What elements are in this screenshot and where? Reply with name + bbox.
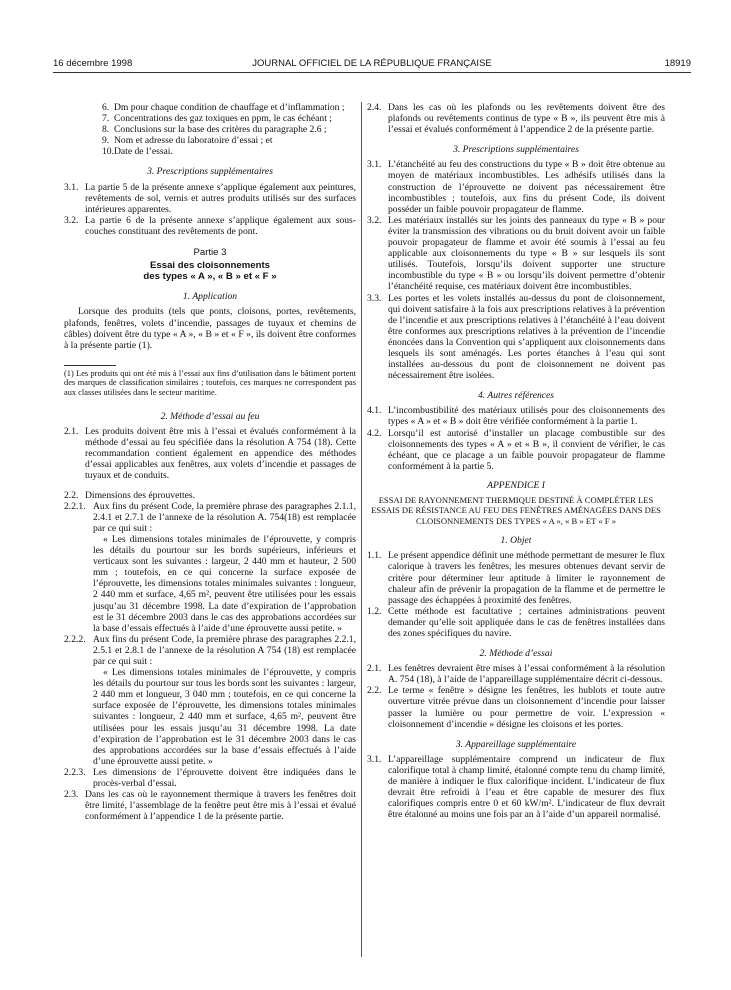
list-item: 3.1. La partie 5 de la présente annexe s’applique également aux peintures, revêtements de sol, vernis et autres produits utilisés sur des surfaces intérieures apparentes.	[64, 181, 356, 215]
list-item: 7. Concentrations des gaz toxiques en ppm, le cas échéant ;	[102, 113, 332, 125]
header-title: JOURNAL OFFICIEL DE LA RÉPUBLIQUE FRANÇAISE	[252, 58, 492, 69]
list-item: 10. Date de l’essai.	[102, 146, 173, 158]
header-page-number: 18919	[664, 58, 691, 69]
list-item: 2.4. Dans les cas où les plafonds ou les revêtements doivent être des plafonds ou revêtements continus de type « B », ils peuvent être mis à l’essai et évalués conformément à l’appendice 2 de la présente partie.	[367, 102, 665, 136]
footnote: (1) Les produits qui ont été mis à l’essai aux fins d’utilisation dans le bâtiment portent des marques de classification similaires ; toutefois, ces marques ne correspondent pas aux classes utilisées dans le secteur maritime.	[64, 368, 356, 397]
list-item: 2.3. Dans les cas où le rayonnement thermique à travers les fenêtres doit être limité, l’assemblage de la fenêtre peut être mis à l’essai et évalué conformément à l’appendice 1 de la présente partie.	[64, 789, 356, 823]
list-item: 1.1. Le présent appendice définit une méthode permettant de mesurer le flux calorique à travers les fenêtres, les mesures obtenues devant servir de critère pour déterminer leur aptitude à limiter le rayonnement de chaleur afin de prévenir la propagation de la flamme et de permettre le passage des échappées à proximité des fenêtres.	[367, 550, 665, 606]
section-heading: 4. Autres références	[477, 390, 555, 402]
list-item: 9. Nom et adresse du laboratoire d’essai ; et	[102, 135, 273, 147]
section-heading: 3. Prescriptions supplémentaires	[453, 144, 579, 156]
section-heading: 1. Objet	[500, 535, 532, 547]
part-label: Partie 3	[193, 247, 227, 259]
appendix-title: ESSAI DE RAYONNEMENT THERMIQUE DESTINÉ À COMPLÉTER LES ESSAIS DE RÉSISTANCE AU FEU DES FENÊTRES AMÉNAGÉES DANS DES CLOISONNEMENTS DES TYPES « A », « B » ET « F »	[371, 495, 661, 526]
list-item: 3.2. La partie 6 de la présente annexe s’applique également aux sous-couches constituant des revêtements de pont.	[64, 214, 356, 237]
page-header	[53, 58, 691, 72]
appendix-heading: APPENDICE I	[487, 479, 545, 491]
list-item: 3.2. Les matériaux installés sur les joints des panneaux du type « B » pour éviter la transmission des vibrations ou du bruit doivent avoir un faible pouvoir propagateur de flamme et avoir été soumis à l’essai au feu applicable aux cloisonnements du type « B » sur lesquels ils sont utilisés. Toutefois, lorsqu’ils doivent supporter une structure incombustible du type « B » ou lorsqu’ils doivent permettre d’obtenir l’étanchéité requise, ces matériaux doivent être incombustibles.	[367, 214, 665, 293]
paragraph: Lorsque des produits (tels que ponts, cloisons, portes, revêtements, plafonds, fenêtres, volets d’incendie, passages de tuyaux et chemins de câbles) doivent être du type « A », « B » et « F », ils doivent être conformes à la présente partie (1).	[64, 306, 356, 351]
list-item: 3.3. Les portes et les volets installés au-dessus du pont de cloisonnement, qui doivent satisfaire à la fois aux prescriptions relatives à la prévention de l’incendie et aux prescriptions relatives à l’étanchéité à l’eau doivent être conformes aux prescriptions relatives à la prévention de l’incendie énoncées dans la Convention qui s’appliquent aux cloisonnements dans lesquels ils sont aménagés. Les portes étanches à l’eau qui sont installées au-dessous du pont de cloisonnement ne doivent pas nécessairement être isolées.	[367, 292, 665, 382]
list-item: 2.2.1. Aux fins du présent Code, la première phrase des paragraphes 2.1.1, 2.4.1 et 2.7.1 de l’annexe de la résolution A. 754(18) est remplacée par ce qui suit :	[64, 500, 356, 534]
list-item: 2.2.3. Les dimensions de l’éprouvette doivent être indiquées dans le procès-verbal d’essai.	[64, 766, 356, 789]
list-item: 2.1. Les produits doivent être mis à l’essai et évalués conformément à la méthode d’essai au feu spécifiée dans la résolution A 754 (18). Cette recommandation contient également en appendice des méthodes d’essai applicables aux fenêtres, aux volets d’incendie et passages de tuyaux et de conduits.	[64, 426, 356, 482]
column-separator	[361, 102, 362, 957]
list-item: 4.1. L’incombustibilité des matériaux utilisés pour des cloisonnements des types « A » et « B » doit être vérifiée conformément à la partie 1.	[367, 405, 665, 428]
footnote-rule	[64, 365, 116, 366]
section-heading: 3. Prescriptions supplémentaires	[147, 166, 273, 178]
list-item: 1.2. Cette méthode est facultative ; certaines administrations peuvent demander qu’elle soit appliquée dans le cas de fenêtres installées dans des zones spécifiques du navire.	[367, 605, 665, 639]
left-column	[64, 102, 356, 822]
list-item: 2.1. Les fenêtres devraient être mises à l’essai conformément à la résolution A. 754 (18), à l’aide de l’appareillage supplémentaire décrit ci-dessous.	[367, 663, 665, 686]
header-rule	[53, 72, 691, 73]
part-title: Essai des cloisonnements des types « A », « B » et « F »	[143, 260, 277, 283]
list-item: 3.1. L’étanchéité au feu des constructions du type « B » doit être obtenue au moyen de matériaux incombustibles. Les adhésifs utilisés dans la construction de l’éprouvette ne doivent pas nécessairement être incombustibles ; toutefois, aux fins du présent Code, ils doivent posséder un faible pouvoir propagateur de flamme.	[367, 159, 665, 215]
quote-paragraph: « Les dimensions totales minimales de l’éprouvette, y compris les détails du pourtour sur tous les bords sont les suivantes : largeur, 2 440 mm et longueur, 3 040 mm ; toutefois, en ce qui concerne la surface exposée de l’éprouvette, les dimensions totales minimales suivantes : longueur, 2 440 mm et surface, 4,65 m², peuvent être utilisées pour les essais jusqu’au 31 décembre 1998. La date d’expiration de l’approbation est le 31 décembre 2003 dans le cas des approbations accordées sur la base d’essais effectués à l’aide d’une éprouvette aussi petite. »	[93, 667, 356, 767]
list-item: 3.1. L’appareillage supplémentaire comprend un indicateur de flux calorifique total à champ limité, étalonné compte tenu du champ limité, de manière à indiquer le flux calorifique incident. L’indicateur de flux devrait être refroidi à l’eau et être capable de mesurer des flux calorifiques compris entre 0 et 60 kW/m². L’indicateur de flux devrait être étalonné au moins une fois par an à l’aide d’un appareil normalisé.	[367, 753, 665, 821]
list-item: 6. Dm pour chaque condition de chauffage et d’inflammation ;	[102, 102, 345, 113]
section-heading: 3. Appareillage supplémentaire	[455, 738, 577, 750]
section-heading: 1. Application	[182, 291, 238, 303]
right-column	[367, 102, 665, 820]
header-date: 16 décembre 1998	[53, 58, 133, 69]
quote-paragraph: « Les dimensions totales minimales de l’éprouvette, y compris les détails du pourtour sur les bords supérieurs, inférieurs et verticaux sont les suivantes : largeur, 2 440 mm et hauteur, 2 500 mm ; toutefois, en ce qui concerne la surface exposée de l’éprouvette, les dimensions totales minimales suivantes : longueur, 2 440 mm et surface, 4,65 m², peuvent être utilisées pour les essais jusqu’au 31 décembre 1998. La date d’expiration de l’approbation est le 31 décembre 2003 dans le cas des approbations accordées sur la base d’essais effectués à l’aide d’une éprouvette aussi petite. »	[93, 533, 356, 634]
list-item: 2.2.2. Aux fins du présent Code, la première phrase des paragraphes 2.2.1, 2.5.1 et 2.8.1 de l’annexe de la résolution A 754 (18) est remplacée par ce qui suit :	[64, 633, 356, 667]
list-item: 4.2. Lorsqu’il est autorisé d’installer un placage combustible sur des cloisonnements des types « A » et « B », il convient de vérifier, le cas échéant, que ce placage a un faible pouvoir propagateur de flamme conformément à la partie 5.	[367, 427, 665, 472]
list-item: 2.2. Le terme « fenêtre » désigne les fenêtres, les hublots et toute autre ouverture vitrée prévue dans un cloisonnement d’incendie pour laisser passer la lumière ou pour permettre de voir. L’expression « cloisonnement d’incendie » désigne les cloisons et les portes.	[367, 685, 665, 730]
section-heading: 2. Méthode d’essai	[479, 648, 553, 660]
list-item: 8. Conclusions sur la base des critères du paragraphe 2.6 ;	[102, 124, 327, 136]
section-heading: 2. Méthode d’essai au feu	[160, 411, 260, 422]
list-item: 2.2. Dimensions des éprouvettes.	[64, 489, 196, 501]
